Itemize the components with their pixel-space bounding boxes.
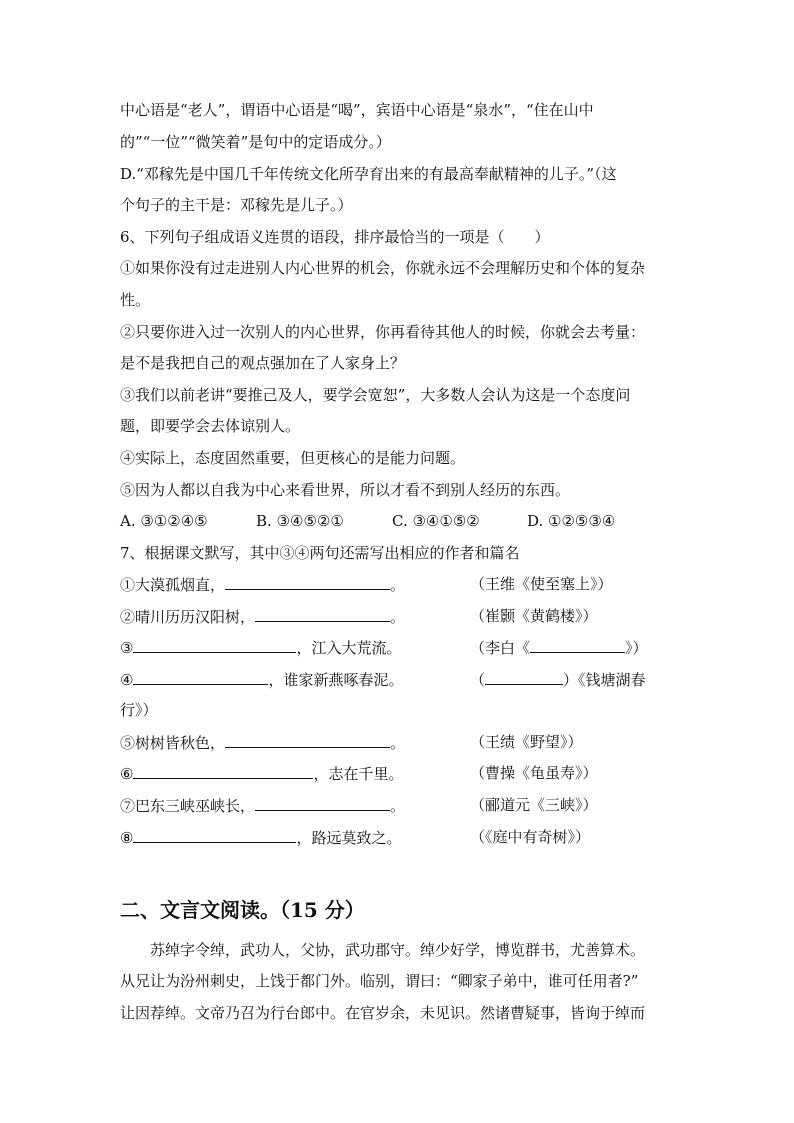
- text-line: 性。: [120, 291, 151, 309]
- text-line: ③我们以前老讲“要推己及人，要学会宽恕”，大多数人会认为这是一个态度问: [120, 386, 631, 404]
- dictation-prompt: ⑧: [120, 829, 134, 847]
- text-line: ④实际上，态度固然重要，但更核心的是能力问题。: [120, 449, 466, 467]
- dictation-punct: 。: [390, 797, 406, 815]
- text-line: ②只要你进入过一次别人的内心世界，你再看待其他人的时候，你就会去考量：: [120, 323, 646, 341]
- dictation-source: （《庭中有奇树》）: [470, 828, 591, 846]
- dictation-punct: ，路远莫致之。: [296, 829, 402, 847]
- dictation-punct: 。: [390, 608, 406, 626]
- dictation-line: [120, 637, 401, 658]
- dictation-source: （曹操《龟虽寿》）: [470, 764, 598, 782]
- dictation-prompt: ⑦巴东三峡巫峡长，: [120, 797, 256, 815]
- answer-blank[interactable]: [133, 669, 268, 685]
- dictation-line: [120, 763, 403, 784]
- dictation-prompt: ④: [120, 671, 134, 689]
- dictation-punct: ，谁家新燕啄春泥。: [268, 671, 404, 689]
- dictation-prompt: ⑥: [120, 765, 134, 783]
- dictation-line: [120, 795, 405, 816]
- answer-blank[interactable]: [133, 763, 313, 779]
- text-line: D.“邓稼先是中国几千年传统文化所孕育出来的有最高奉献精神的儿子。”（这: [120, 165, 617, 183]
- dictation-prompt: ②晴川历历汉阳树，: [120, 608, 256, 626]
- text-line: 中心语是“老人”，谓语中心语是“喝”，宾语中心语是“泉水”，“住在山中: [120, 101, 594, 119]
- dictation-prompt: ③: [120, 639, 134, 657]
- dictation-punct: ，志在千里。: [313, 765, 404, 783]
- dictation-punct: 。: [390, 734, 406, 752]
- dictation-prompt: ⑤树树皆秋色，: [120, 734, 226, 752]
- dictation-source-cont: 行》）: [120, 701, 158, 719]
- title-blank[interactable]: [530, 637, 625, 653]
- text-line: ⑤因为人都以自我为中心来看世界，所以才看不到别人经历的东西。: [120, 481, 571, 499]
- text-line: 是不是我把自己的观点强加在了人家身上？: [120, 354, 406, 372]
- dictation-source: （李白《 》）: [470, 639, 648, 657]
- dictation-prompt: ①大漠孤烟直，: [120, 576, 226, 594]
- dictation-punct: 。: [390, 576, 406, 594]
- dictation-source: （王维《使至塞上》）: [470, 575, 613, 593]
- text-line: ①如果你没有过走进别人内心世界的机会，你就永远不会理解历史和个体的复杂: [120, 259, 646, 277]
- question-7: 7、根据课文默写，其中③④两句还需写出相应的作者和篇名: [120, 544, 520, 562]
- option-d: D. ①②⑤③④: [527, 512, 616, 530]
- author-blank[interactable]: [485, 669, 563, 685]
- answer-blank[interactable]: [225, 732, 390, 748]
- dictation-source: （郦道元《三峡》）: [470, 796, 598, 814]
- question-6: 6、下列句子组成语义连贯的语段，排序最恰当的一项是（ ）: [120, 228, 550, 246]
- dictation-line: [120, 606, 405, 627]
- option-c: C. ③④①⑤②: [392, 512, 480, 530]
- dictation-line: [120, 732, 405, 753]
- dictation-source: （ ）《钱塘湖春: [470, 671, 646, 689]
- answer-blank[interactable]: [133, 827, 296, 843]
- paragraph-line: 苏绰字令绰，武功人，父协，武功郡守。绰少好学，博览群书，尤善算术。: [150, 941, 646, 959]
- dictation-source: （王绩《野望》）: [470, 733, 583, 751]
- answer-blank[interactable]: [133, 637, 296, 653]
- dictation-punct: ，江入大荒流。: [296, 639, 402, 657]
- paragraph-line: 让因荐绰。文帝乃召为行台郎中。在官岁余，未见识。然诸曹疑事，皆询于绰而: [120, 1004, 646, 1022]
- dictation-source: （崔颢《黄鹤楼》）: [470, 607, 598, 625]
- dictation-line: [120, 827, 401, 848]
- dictation-line: [120, 669, 403, 690]
- text-line: 题，即要学会去体谅别人。: [120, 417, 301, 435]
- option-a: A. ③①②④⑤: [120, 512, 208, 530]
- answer-blank[interactable]: [255, 795, 390, 811]
- answer-blank[interactable]: [255, 606, 390, 622]
- answer-blank[interactable]: [225, 574, 390, 590]
- text-line: 的”“一位”“微笑着”是句中的定语成分。）: [120, 133, 391, 151]
- section-title: 二、文言文阅读。（15 分）: [120, 898, 365, 922]
- option-b: B. ③④⑤②①: [256, 512, 344, 530]
- text-line: 个句子的主干是：邓稼先是儿子。）: [120, 196, 353, 214]
- paragraph-line: 从兄让为汾州刺史，上饯于都门外。临别，谓曰：“卿家子弟中，谁可任用者?”: [120, 972, 639, 990]
- dictation-line: [120, 574, 405, 595]
